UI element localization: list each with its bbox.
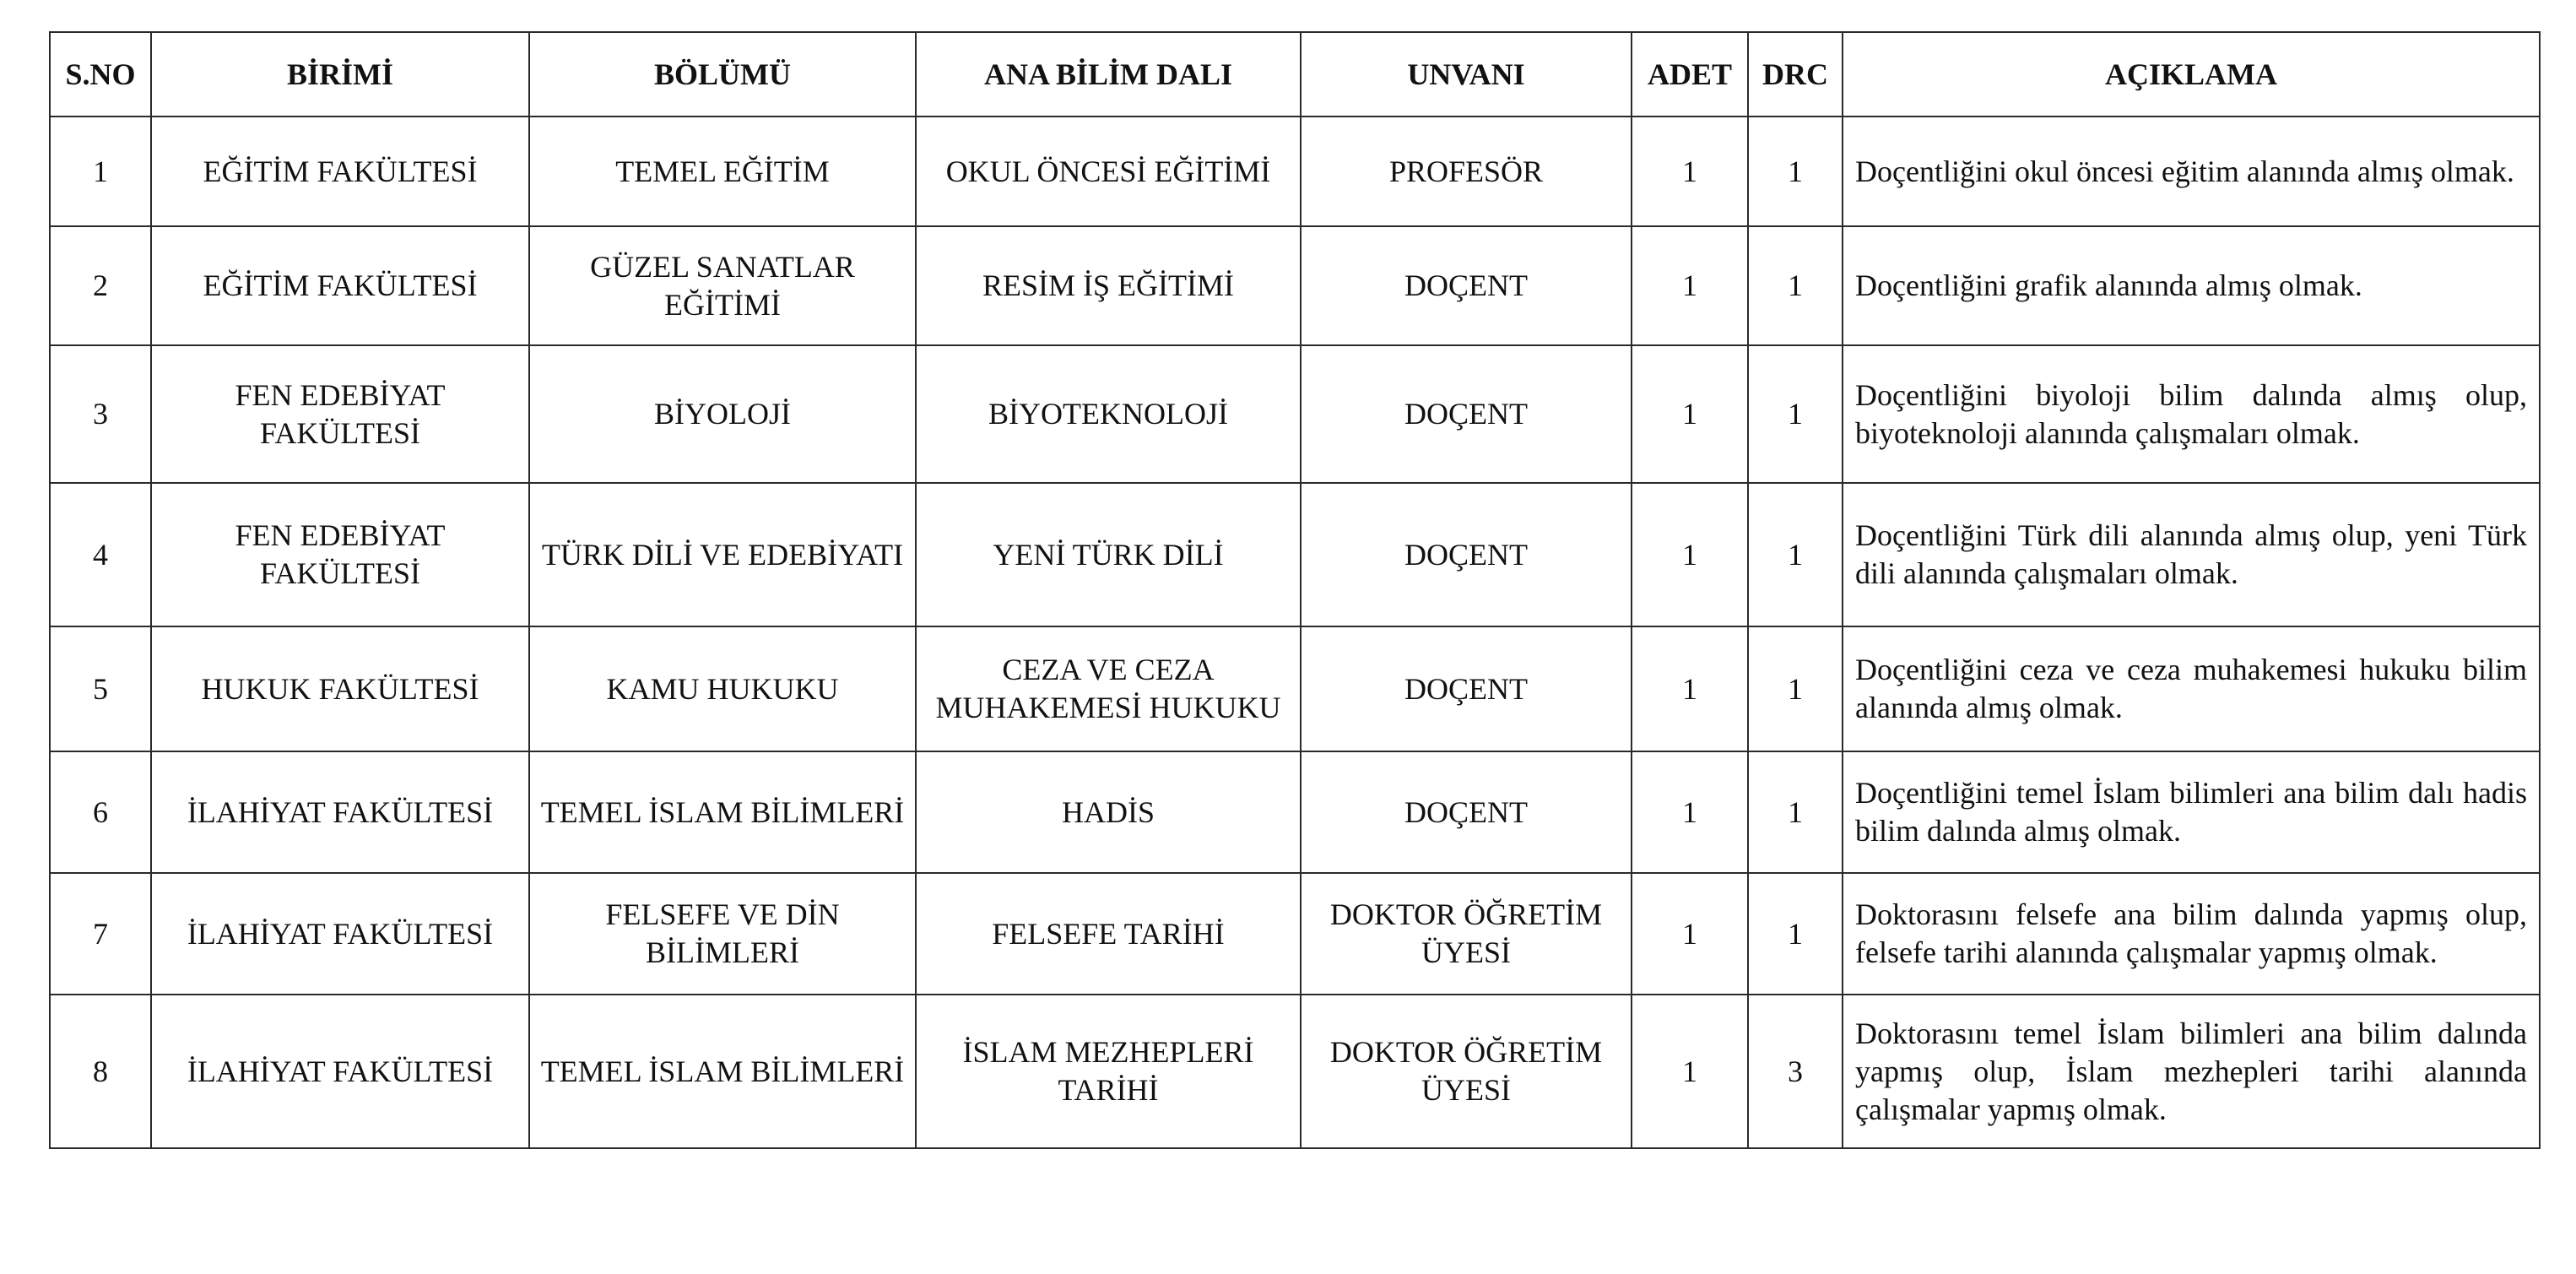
cell-drc: 1 [1748, 626, 1843, 751]
cell-adet: 1 [1632, 995, 1748, 1148]
header-birim: BİRİMİ [151, 32, 529, 117]
cell-birim: EĞİTİM FAKÜLTESİ [151, 117, 529, 226]
cell-ana-bilim-dali: RESİM İŞ EĞİTİMİ [916, 226, 1301, 345]
cell-adet: 1 [1632, 345, 1748, 483]
cell-drc: 1 [1748, 751, 1843, 873]
cell-bolum: TÜRK DİLİ VE EDEBİYATI [529, 483, 916, 626]
table-row [50, 226, 2540, 345]
cell-adet: 1 [1632, 226, 1748, 345]
table-header [50, 32, 2540, 117]
header-drc: DRC [1748, 32, 1843, 117]
table-body [50, 117, 2540, 1148]
cell-unvan: DOKTOR ÖĞRETİM ÜYESİ [1301, 873, 1632, 995]
cell-aciklama: Doçentliğini Türk dili alanında almış olup, yeni Türk dili alanında çalışmaları olmak. [1843, 483, 2540, 626]
cell-drc: 1 [1748, 226, 1843, 345]
positions-table [49, 31, 2541, 1149]
cell-drc: 1 [1748, 873, 1843, 995]
table-row [50, 483, 2540, 626]
header-row [50, 32, 2540, 117]
cell-sno: 6 [50, 751, 151, 873]
cell-bolum: TEMEL İSLAM BİLİMLERİ [529, 995, 916, 1148]
cell-birim: FEN EDEBİYAT FAKÜLTESİ [151, 345, 529, 483]
cell-drc: 1 [1748, 483, 1843, 626]
cell-sno: 4 [50, 483, 151, 626]
cell-ana-bilim-dali: HADİS [916, 751, 1301, 873]
cell-unvan: DOÇENT [1301, 226, 1632, 345]
cell-adet: 1 [1632, 873, 1748, 995]
header-ana-bilim-dali: ANA BİLİM DALI [916, 32, 1301, 117]
cell-unvan: DOÇENT [1301, 483, 1632, 626]
cell-sno: 2 [50, 226, 151, 345]
cell-drc: 1 [1748, 117, 1843, 226]
table-row [50, 751, 2540, 873]
cell-aciklama: Doktorasını temel İslam bilimleri ana bilim dalında yapmış olup, İslam mezhepleri tarihi alanında çalışmalar yapmış olmak. [1843, 995, 2540, 1148]
cell-unvan: DOÇENT [1301, 751, 1632, 873]
cell-ana-bilim-dali: İSLAM MEZHEPLERİ TARİHİ [916, 995, 1301, 1148]
cell-sno: 8 [50, 995, 151, 1148]
cell-adet: 1 [1632, 751, 1748, 873]
cell-bolum: BİYOLOJİ [529, 345, 916, 483]
cell-aciklama: Doçentliğini temel İslam bilimleri ana bilim dalı hadis bilim dalında almış olmak. [1843, 751, 2540, 873]
table-row [50, 873, 2540, 995]
cell-bolum: KAMU HUKUKU [529, 626, 916, 751]
cell-birim: EĞİTİM FAKÜLTESİ [151, 226, 529, 345]
cell-ana-bilim-dali: YENİ TÜRK DİLİ [916, 483, 1301, 626]
cell-aciklama: Doktorasını felsefe ana bilim dalında yapmış olup, felsefe tarihi alanında çalışmalar yapmış olmak. [1843, 873, 2540, 995]
header-unvan: UNVANI [1301, 32, 1632, 117]
cell-aciklama: Doçentliğini ceza ve ceza muhakemesi hukuku bilim alanında almış olmak. [1843, 626, 2540, 751]
cell-adet: 1 [1632, 483, 1748, 626]
cell-adet: 1 [1632, 626, 1748, 751]
cell-aciklama: Doçentliğini biyoloji bilim dalında almış olup, biyoteknoloji alanında çalışmaları olmak. [1843, 345, 2540, 483]
cell-ana-bilim-dali: CEZA VE CEZA MUHAKEMESİ HUKUKU [916, 626, 1301, 751]
cell-ana-bilim-dali: OKUL ÖNCESİ EĞİTİMİ [916, 117, 1301, 226]
cell-aciklama: Doçentliğini grafik alanında almış olmak. [1843, 226, 2540, 345]
cell-unvan: DOÇENT [1301, 345, 1632, 483]
header-sno: S.NO [50, 32, 151, 117]
cell-unvan: PROFESÖR [1301, 117, 1632, 226]
cell-birim: FEN EDEBİYAT FAKÜLTESİ [151, 483, 529, 626]
cell-unvan: DOÇENT [1301, 626, 1632, 751]
cell-sno: 5 [50, 626, 151, 751]
cell-ana-bilim-dali: BİYOTEKNOLOJİ [916, 345, 1301, 483]
header-bolum: BÖLÜMÜ [529, 32, 916, 117]
cell-sno: 7 [50, 873, 151, 995]
cell-sno: 1 [50, 117, 151, 226]
cell-adet: 1 [1632, 117, 1748, 226]
cell-ana-bilim-dali: FELSEFE TARİHİ [916, 873, 1301, 995]
table-row [50, 626, 2540, 751]
header-adet: ADET [1632, 32, 1748, 117]
table-row [50, 995, 2540, 1148]
table-row [50, 117, 2540, 226]
cell-birim: HUKUK FAKÜLTESİ [151, 626, 529, 751]
cell-drc: 3 [1748, 995, 1843, 1148]
header-aciklama: AÇIKLAMA [1843, 32, 2540, 117]
cell-bolum: FELSEFE VE DİN BİLİMLERİ [529, 873, 916, 995]
cell-birim: İLAHİYAT FAKÜLTESİ [151, 995, 529, 1148]
cell-bolum: TEMEL İSLAM BİLİMLERİ [529, 751, 916, 873]
cell-sno: 3 [50, 345, 151, 483]
cell-drc: 1 [1748, 345, 1843, 483]
cell-bolum: GÜZEL SANATLAR EĞİTİMİ [529, 226, 916, 345]
cell-aciklama: Doçentliğini okul öncesi eğitim alanında almış olmak. [1843, 117, 2540, 226]
cell-unvan: DOKTOR ÖĞRETİM ÜYESİ [1301, 995, 1632, 1148]
cell-birim: İLAHİYAT FAKÜLTESİ [151, 873, 529, 995]
table-row [50, 345, 2540, 483]
cell-bolum: TEMEL EĞİTİM [529, 117, 916, 226]
cell-birim: İLAHİYAT FAKÜLTESİ [151, 751, 529, 873]
